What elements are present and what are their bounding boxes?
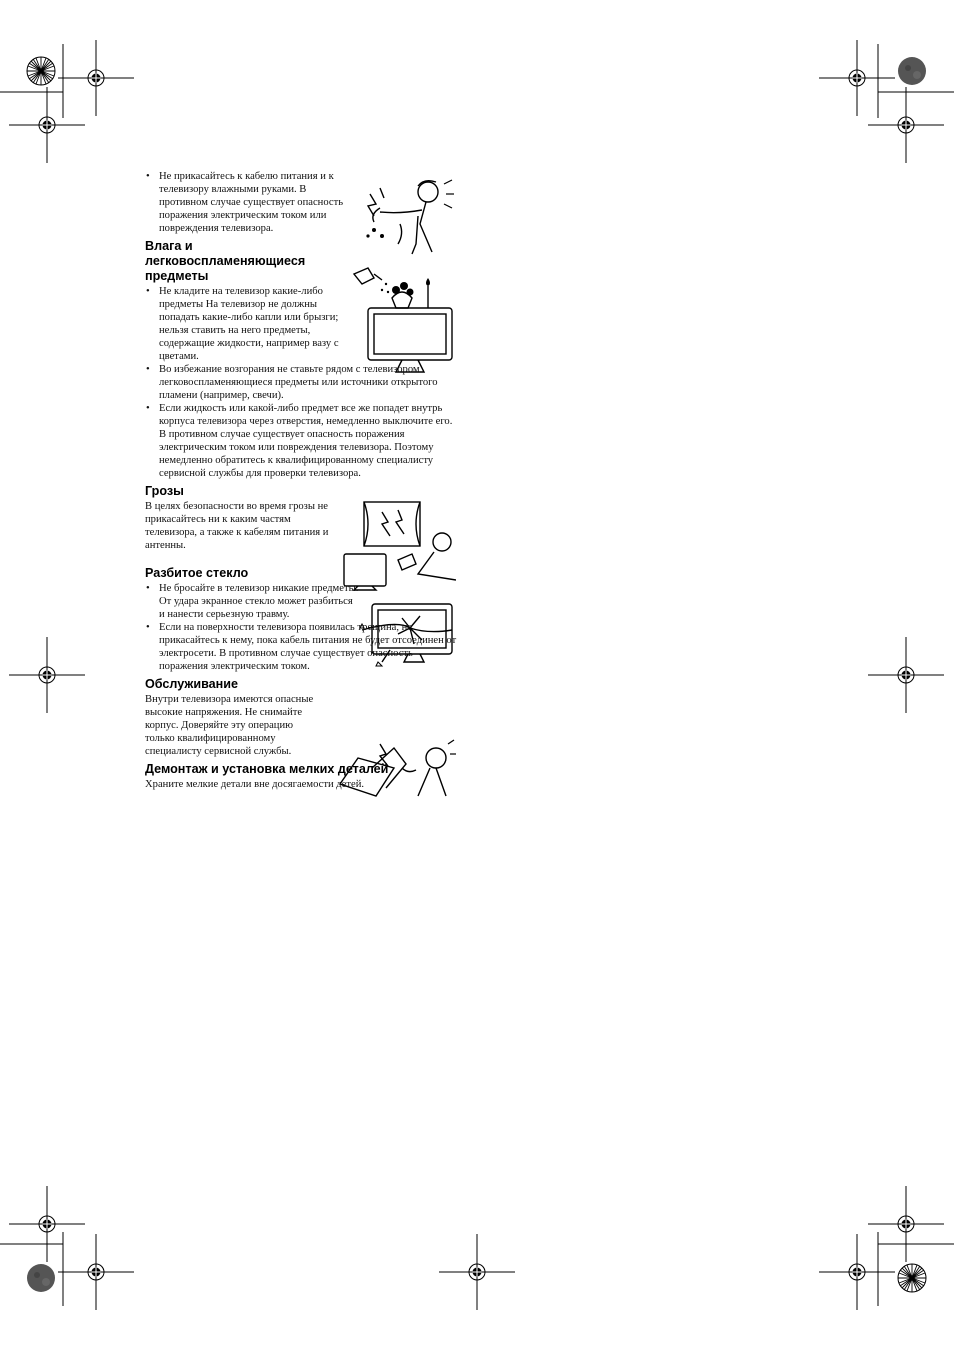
list-item: • Если на поверхности телевизора появилась трещина, не прикасайтесь к нему, пока кабель питания не будет отсоединен от электросети. В противном случае существует опасность поражения электрическим током. <box>145 621 457 673</box>
intro-section <box>145 170 457 235</box>
section-paragraph: Внутри телевизора имеются опасные высокие напряжения. Не снимайте корпус. Доверяйте эту операцию только квалифицированному специалисту сервисной службы. <box>145 694 314 757</box>
parts-section <box>145 762 457 791</box>
list-item: • Не кладите на телевизор какие-либо предметы На телевизор не должны попадать какие-либо капли или брызги; нельзя ставить на него предметы, содержащие жидкости, например вазу с цветами. <box>145 285 355 363</box>
section-heading: Грозы <box>145 484 184 498</box>
section-heading: Демонтаж и установка мелких деталей <box>145 762 389 776</box>
section-heading: Разбитое стекло <box>145 566 249 580</box>
moisture-section <box>145 239 457 480</box>
glass-bullet-list <box>145 582 457 673</box>
list-item: • Не прикасайтесь к кабелю питания и к телевизору влажными руками. В противном случае существует опасность поражения электрическим током или повреждения телевизора. <box>145 170 349 235</box>
section-paragraph: В целях безопасности во время грозы не прикасайтесь ни к каким частям телевизора, а также к кабелям питания и антенны. <box>145 501 329 551</box>
section-paragraph: Храните мелкие детали вне досягаемости детей. <box>145 779 365 790</box>
intro-bullet-list <box>145 170 457 235</box>
section-heading: Влага и легковоспламеняющиеся предметы <box>145 239 306 283</box>
section-heading: Обслуживание <box>145 677 239 691</box>
list-item: • Во избежание возгорания не ставьте рядом с телевизором легковоспламеняющиеся предметы или источники открытого пламени (например, свечи). <box>145 363 457 402</box>
storms-section <box>145 484 457 552</box>
moisture-bullet-list <box>145 285 457 480</box>
glass-section <box>145 566 457 673</box>
list-item: • Если жидкость или какой-либо предмет все же попадет внутрь корпуса телевизора через отверстия, немедленно выключите его. В противном случае существует опасность поражения электрическим током или повреждения телевизора. Поэтому немедленно обратитесь к квалифицированному специалисту сервисной службы для проверки телевизора. <box>145 402 457 480</box>
safety-text-column <box>145 170 457 791</box>
list-item: • Не бросайте в телевизор никакие предметы. От удара экранное стекло может разбиться и нанести серьезную травму. <box>145 582 359 621</box>
service-section <box>145 677 457 758</box>
